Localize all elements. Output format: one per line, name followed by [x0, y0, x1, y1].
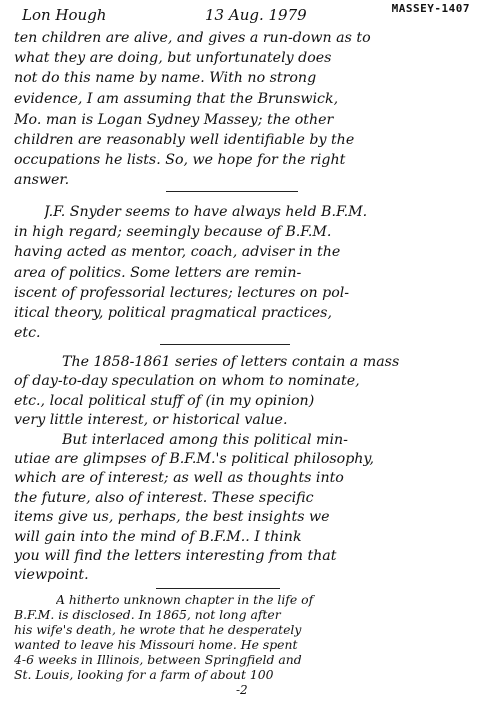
- text-line: very little interest, or historical value.: [14, 412, 288, 429]
- text-line: area of politics. Some letters are remin-: [14, 265, 302, 281]
- section-divider: [166, 191, 298, 192]
- text-line: etc.: [14, 325, 41, 341]
- text-line: A hitherto unknown chapter in the life of: [56, 592, 314, 607]
- text-line: answer.: [14, 172, 70, 188]
- text-line: St. Louis, looking for a farm of about 100: [14, 667, 274, 682]
- text-line: wanted to leave his Missouri home. He spent: [14, 637, 298, 652]
- author-name: Lon Hough: [22, 6, 107, 24]
- text-line: children are reasonably well identifiable by the: [14, 132, 355, 148]
- text-line: 4-6 weeks in Illinois, between Springfield and: [14, 652, 302, 667]
- text-line: not do this name by name. With no strong: [14, 70, 317, 86]
- letter-date: 13 Aug. 1979: [205, 6, 307, 24]
- text-line: the future, also of interest. These specific: [14, 489, 314, 506]
- text-line: his wife's death, he wrote that he desperately: [14, 622, 302, 637]
- text-line: evidence, I am assuming that the Brunswick,: [14, 91, 339, 107]
- text-line: you will find the letters interesting from that: [14, 548, 337, 564]
- text-line: itical theory, political pragmatical practices,: [14, 305, 332, 321]
- page-number: -2: [236, 683, 248, 697]
- text-line: viewpoint.: [14, 567, 89, 584]
- text-line: utiae are glimpses of B.F.M.'s political philosophy,: [14, 451, 375, 467]
- text-line: occupations he lists. So, we hope for the right: [14, 152, 346, 168]
- text-line: etc., local political stuff of (in my opinion): [14, 392, 315, 409]
- text-line: will gain into the mind of B.F.M.. I think: [14, 528, 302, 545]
- text-line: iscent of professorial lectures; lectures on pol-: [14, 285, 350, 301]
- text-line: of day-to-day speculation on whom to nominate,: [14, 373, 360, 390]
- section-divider: [156, 588, 280, 589]
- text-line: having acted as mentor, coach, adviser in the: [14, 244, 341, 260]
- section-divider: [160, 344, 290, 345]
- text-line: J.F. Snyder seems to have always held B.F.M.: [44, 204, 368, 220]
- text-line: But interlaced among this political min-: [62, 431, 348, 448]
- text-line: in high regard; seemingly because of B.F.M.: [14, 224, 332, 240]
- text-line: which are of interest; as well as thoughts into: [14, 470, 344, 487]
- text-line: items give us, perhaps, the best insights we: [14, 509, 330, 526]
- text-line: B.F.M. is disclosed. In 1865, not long after: [14, 607, 281, 622]
- archive-reference: MASSEY-1407: [391, 2, 470, 15]
- text-line: what they are doing, but unfortunately does: [14, 50, 332, 66]
- text-line: ten children are alive, and gives a run-down as to: [14, 30, 371, 46]
- text-line: The 1858-1861 series of letters contain a mass: [62, 354, 400, 370]
- text-line: Mo. man is Logan Sydney Massey; the other: [14, 112, 334, 128]
